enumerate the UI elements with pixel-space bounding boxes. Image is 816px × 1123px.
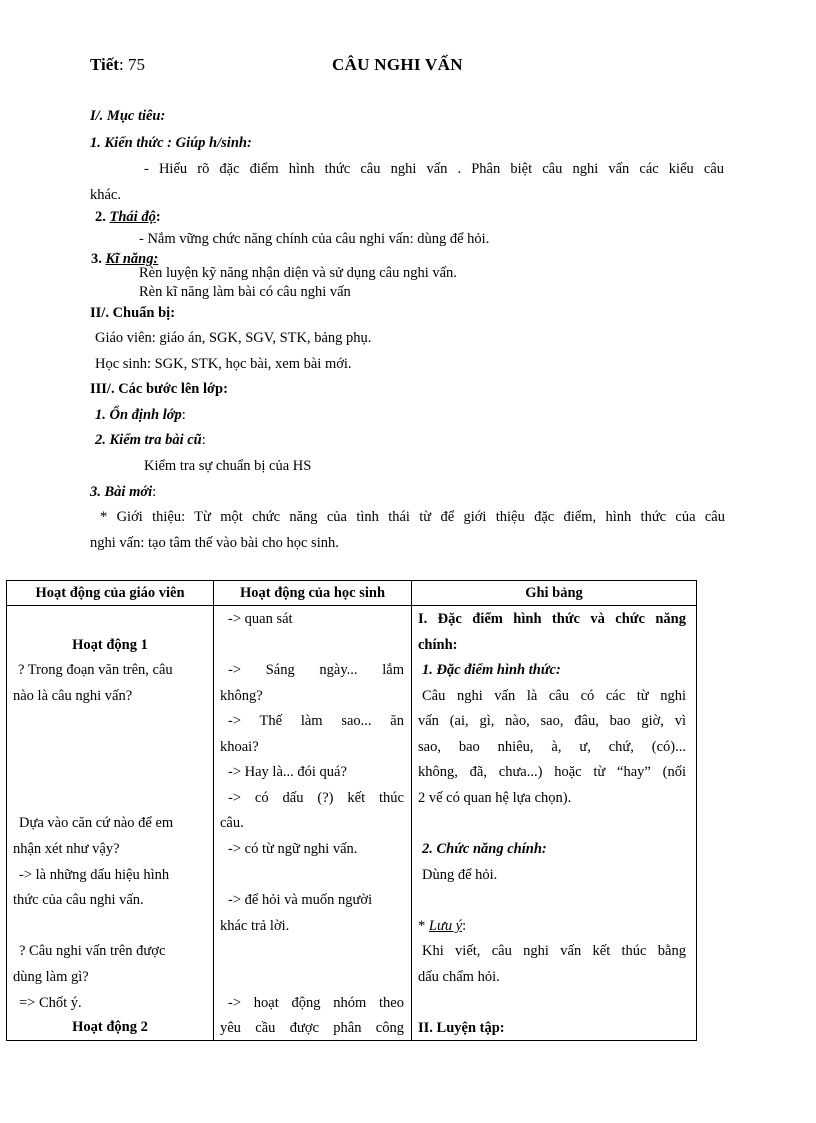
student-answer2-line2: không?	[220, 688, 263, 704]
student-answer1: -> quan sát	[228, 611, 293, 627]
student-answer6: -> có từ ngữ nghi vấn.	[228, 841, 358, 857]
step1	[95, 402, 186, 428]
board-note-colon: :	[462, 918, 467, 934]
step3-colon: :	[152, 484, 157, 500]
column-header-teacher: Hoạt động của giáo viên	[7, 581, 214, 606]
lesson-number-label: Tiết	[90, 55, 119, 74]
steps-heading: III/. Các bước lên lớp:	[90, 381, 228, 397]
lesson-number	[90, 55, 145, 75]
attitude-number: 2.	[95, 209, 106, 225]
board-form-line2: vấn (ai, gì, nào, sao, đâu, bao giờ, vì	[418, 713, 686, 729]
knowledge-text-line2: khác.	[90, 187, 121, 203]
skill-label: Kĩ năng:	[105, 251, 159, 267]
board-note-line2: dấu chấm hỏi.	[418, 969, 500, 985]
step2-label: 2. Kiểm tra bài cũ	[95, 432, 202, 448]
attitude-text: - Nắm vững chức năng chính của câu nghi vấn: dùng để hỏi.	[139, 231, 490, 247]
skill-text-line1: Rèn luyện kỹ năng nhận diện và sử dụng câu nghi vấn.	[139, 265, 457, 281]
board-note-star: *	[418, 918, 426, 934]
table-row	[7, 606, 697, 1041]
student-activity-cell	[214, 606, 412, 1041]
teacher-answer2-line1: -> là những dấu hiệu hình	[19, 867, 170, 883]
teacher-question2-line1: Dựa vào căn cứ nào để em	[19, 815, 174, 831]
table-header-row	[7, 581, 697, 606]
activity1-heading: Hoạt động 1	[72, 637, 148, 653]
intro-line2: nghi vấn: tạo tâm thế vào bài cho học sinh.	[90, 535, 339, 551]
objectives-heading: I/. Mục tiêu:	[90, 108, 166, 124]
board-section1-line1: I. Đặc điểm hình thức và chức năng	[418, 611, 686, 627]
step3-label: 3. Bài mới	[90, 484, 153, 500]
step2-text: Kiểm tra sự chuẩn bị của HS	[144, 458, 312, 474]
board-section1-line2: chính:	[418, 637, 458, 653]
column-header-board: Ghi bảng	[412, 581, 697, 606]
student-answer8-line1: -> hoạt động nhóm theo	[228, 995, 404, 1011]
board-function-text: Dùng để hỏi.	[422, 867, 498, 883]
teacher-question1-line1: ? Trong đoạn văn trên, câu	[18, 662, 173, 678]
teacher-question2-line2: nhận xét như vậy?	[13, 841, 120, 857]
preparation-teacher: Giáo viên: giáo án, SGK, SGV, STK, bảng phụ.	[95, 330, 372, 346]
student-answer5-line1: -> có dấu (?) kết thúc	[228, 790, 404, 806]
step1-label: 1. Ổn định lớp	[95, 407, 182, 423]
skill-text-line2: Rèn kĩ năng làm bài có câu nghi vấn	[139, 284, 351, 300]
activity2-heading: Hoạt động 2	[72, 1019, 148, 1035]
preparation-student: Học sinh: SGK, STK, học bài, xem bài mới.	[95, 356, 352, 372]
board-note-line1: Khi viết, câu nghi vấn kết thúc bằng	[422, 943, 686, 959]
teacher-answer2-line2: thức của câu nghi vấn.	[13, 892, 144, 908]
step1-colon: :	[181, 407, 186, 423]
student-answer8-line2: yêu cầu được phân công	[220, 1020, 404, 1036]
step2	[95, 427, 206, 453]
student-answer5-line2: câu.	[220, 815, 244, 831]
attitude-colon: :	[155, 209, 161, 225]
preparation-heading: II/. Chuẩn bị:	[90, 305, 176, 321]
board-note-heading	[418, 913, 466, 939]
teacher-question1-line2: nào là câu nghi vấn?	[13, 688, 133, 704]
knowledge-text-line1: - Hiểu rõ đặc điểm hình thức câu nghi vấn . Phân biệt câu nghi vấn các kiểu câu	[144, 161, 724, 177]
knowledge-heading: 1. Kiến thức : Giúp h/sinh:	[90, 135, 252, 151]
student-answer7-line1: -> để hỏi và muốn người	[228, 892, 373, 908]
lesson-number-value: : 75	[118, 55, 145, 74]
board-form-line3: sao, bao nhiêu, à, ư, chứ, (có)...	[418, 739, 686, 755]
intro-line1: * Giới thiệu: Từ một chức năng của tình thái từ để giới thiệu đặc điểm, hình thức của câu	[100, 509, 725, 525]
board-function-heading: 2. Chức năng chính:	[422, 841, 547, 857]
step3	[90, 479, 156, 505]
board-form-heading: 1. Đặc điểm hình thức:	[422, 662, 561, 678]
board-form-line4: không, đã, chưa...) hoặc từ “hay” (nối	[418, 764, 686, 780]
student-answer7-line2: khác trả lời.	[220, 918, 290, 934]
board-section2: II. Luyện tập:	[418, 1020, 505, 1036]
skill-number: 3.	[91, 251, 102, 267]
attitude-label: Thái độ	[109, 209, 156, 225]
student-answer3-line1: -> Thế làm sao... ăn	[228, 713, 404, 729]
student-answer3-line2: khoai?	[220, 739, 259, 755]
teacher-question3-line1: ? Câu nghi vấn trên được	[19, 943, 166, 959]
column-header-student: Hoạt động của học sinh	[214, 581, 412, 606]
page-title: CÂU NGHI VẤN	[332, 55, 463, 74]
student-answer2-line1: -> Sáng ngày... lắm	[228, 662, 404, 678]
board-note-label: Lưu ý	[428, 918, 463, 934]
board-form-line1: Câu nghi vấn là câu có các từ nghi	[422, 688, 686, 704]
teacher-conclude: => Chốt ý.	[19, 995, 82, 1011]
step2-colon: :	[201, 432, 206, 448]
teacher-question3-line2: dùng làm gì?	[13, 969, 89, 985]
board-notes-cell	[412, 606, 697, 1041]
teacher-activity-cell	[7, 606, 214, 1041]
board-form-line5: 2 vế có quan hệ lựa chọn).	[418, 790, 572, 806]
student-answer4: -> Hay là... đói quá?	[228, 764, 347, 780]
lesson-table	[6, 580, 697, 1041]
